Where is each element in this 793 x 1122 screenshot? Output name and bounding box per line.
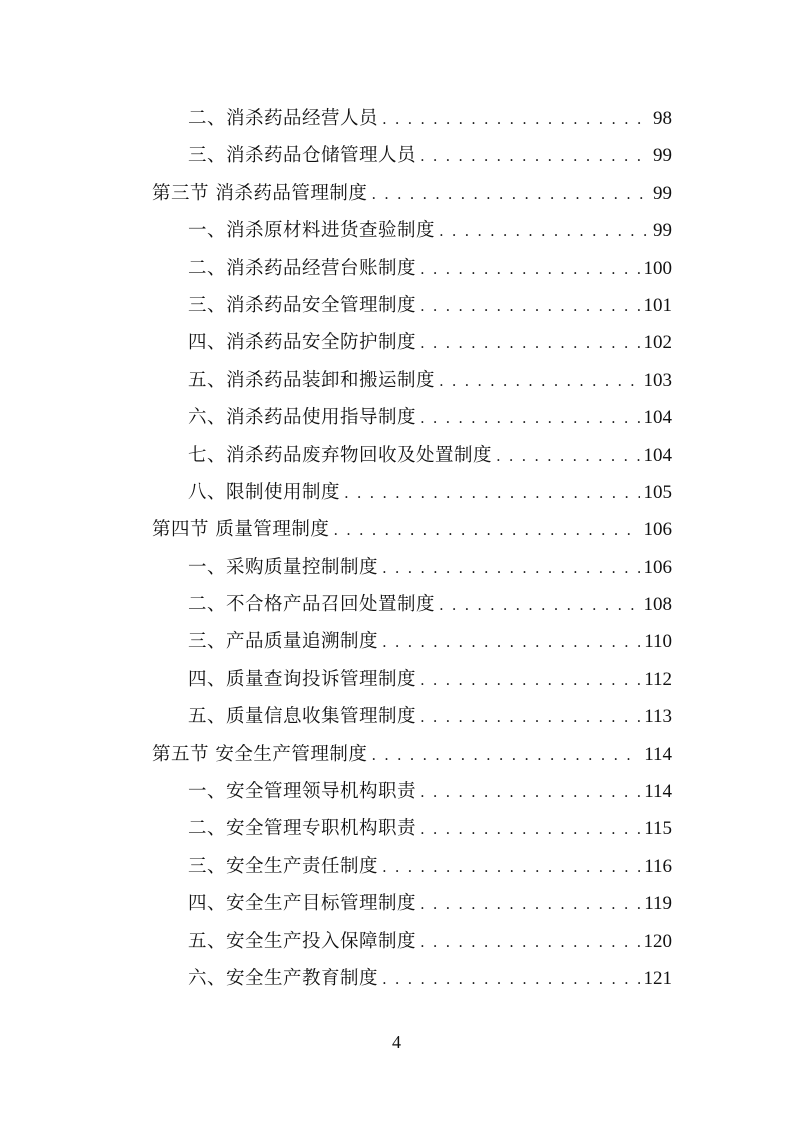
dot-leader (371, 737, 640, 774)
toc-item-entry[interactable] (0, 399, 793, 436)
toc-entry-page-number: 116 (644, 855, 672, 877)
toc-item-entry[interactable] (0, 960, 793, 997)
toc-entry-title: 八、限制使用制度 (188, 481, 341, 503)
dot-leader (439, 363, 639, 400)
toc-entry-page-number: 104 (643, 407, 672, 429)
toc-entry-page-number: 99 (653, 182, 672, 204)
dot-leader (382, 550, 639, 587)
toc-entry-title: 四、质量查询投诉管理制度 (188, 668, 417, 690)
toc-entry-page-number: 115 (644, 818, 672, 840)
dot-leader (439, 587, 639, 624)
dot-leader (496, 438, 639, 475)
toc-item-entry[interactable] (0, 549, 793, 586)
dot-leader (420, 400, 639, 437)
toc-section-entry[interactable] (0, 175, 793, 212)
toc-item-entry[interactable] (0, 250, 793, 287)
toc-entry-line (188, 661, 672, 699)
toc-entry-title: 五、质量信息收集管理制度 (188, 706, 417, 728)
toc-item-entry[interactable] (0, 137, 793, 174)
toc-entry-line (188, 810, 672, 848)
toc-item-entry[interactable] (0, 773, 793, 810)
toc-entry-page-number: 104 (643, 444, 672, 466)
toc-entry-page-number: 108 (643, 594, 672, 616)
toc-entry-title: 一、消杀原材料进货查验制度 (188, 220, 436, 242)
toc-entry-title: 第四节 质量管理制度 (152, 519, 330, 541)
dot-leader (420, 138, 649, 175)
toc-item-entry[interactable] (0, 623, 793, 660)
toc-item-entry[interactable] (0, 437, 793, 474)
toc-entry-title: 一、安全管理领导机构职责 (188, 781, 417, 803)
dot-leader (420, 886, 640, 923)
toc-entry-line (188, 250, 672, 288)
toc-item-entry[interactable] (0, 661, 793, 698)
toc-entry-title: 二、不合格产品召回处置制度 (188, 594, 436, 616)
toc-entry-title: 五、安全生产投入保障制度 (188, 930, 417, 952)
dot-leader (420, 924, 639, 961)
toc-entry-line (188, 773, 672, 811)
toc-entry-line (152, 175, 672, 213)
toc-entry-title: 第三节 消杀药品管理制度 (152, 182, 368, 204)
dot-leader (333, 512, 639, 549)
toc-entry-page-number: 106 (643, 519, 672, 541)
toc-entry-page-number: 100 (643, 257, 672, 279)
dot-leader (420, 811, 640, 848)
toc-item-entry[interactable] (0, 362, 793, 399)
dot-leader (382, 849, 640, 886)
toc-item-entry[interactable] (0, 810, 793, 847)
toc-entry-page-number: 105 (643, 481, 672, 503)
toc-entry-page-number: 113 (644, 706, 672, 728)
toc-entry-line (188, 212, 672, 250)
toc-entry-line (188, 923, 672, 961)
toc-section-entry[interactable] (0, 511, 793, 548)
toc-entry-line (188, 474, 672, 512)
toc-entry-line (188, 324, 672, 362)
toc-section-entry[interactable] (0, 736, 793, 773)
toc-entry-line (188, 437, 672, 475)
toc-entry-page-number: 110 (644, 631, 672, 653)
toc-entry-page-number: 106 (643, 556, 672, 578)
toc-entry-title: 三、产品质量追溯制度 (188, 631, 379, 653)
toc-entry-title: 一、采购质量控制制度 (188, 556, 379, 578)
dot-leader (371, 176, 649, 213)
toc-entry-title: 五、消杀药品装卸和搬运制度 (188, 369, 436, 391)
toc-entry-title: 四、消杀药品安全防护制度 (188, 332, 417, 354)
dot-leader (420, 699, 640, 736)
toc-entry-line (188, 362, 672, 400)
toc-entry-title: 七、消杀药品废弃物回收及处置制度 (188, 444, 493, 466)
toc-entry-line (188, 960, 672, 998)
toc-entry-page-number: 99 (653, 220, 672, 242)
table-of-contents (0, 100, 793, 997)
dot-leader (420, 325, 639, 362)
toc-entry-line (188, 399, 672, 437)
toc-entry-page-number: 114 (644, 781, 672, 803)
toc-entry-title: 三、安全生产责任制度 (188, 855, 379, 877)
toc-entry-line (188, 100, 672, 138)
toc-entry-page-number: 121 (643, 967, 672, 989)
toc-item-entry[interactable] (0, 212, 793, 249)
dot-leader (382, 101, 649, 138)
toc-item-entry[interactable] (0, 100, 793, 137)
toc-entry-line (152, 736, 672, 774)
toc-entry-title: 二、消杀药品经营台账制度 (188, 257, 417, 279)
toc-entry-title: 二、安全管理专职机构职责 (188, 818, 417, 840)
toc-entry-title: 四、安全生产目标管理制度 (188, 893, 417, 915)
toc-item-entry[interactable] (0, 848, 793, 885)
dot-leader (420, 251, 639, 288)
toc-entry-line (188, 549, 672, 587)
toc-entry-page-number: 98 (653, 108, 672, 129)
page-number: 4 (392, 1032, 401, 1052)
toc-entry-page-number: 102 (643, 332, 672, 354)
toc-entry-line (188, 137, 672, 175)
toc-entry-page-number: 99 (653, 145, 672, 167)
toc-entry-title: 第五节 安全生产管理制度 (152, 743, 368, 765)
toc-entry-line (188, 698, 672, 736)
dot-leader (420, 774, 640, 811)
toc-item-entry[interactable] (0, 586, 793, 623)
toc-entry-title: 三、消杀药品仓储管理人员 (188, 145, 417, 167)
toc-entry-title: 三、消杀药品安全管理制度 (188, 294, 417, 316)
toc-entry-page-number: 101 (643, 294, 672, 316)
dot-leader (344, 475, 639, 512)
toc-entry-line (152, 511, 672, 549)
toc-entry-line (188, 623, 672, 661)
toc-entry-line (188, 586, 672, 624)
dot-leader (382, 624, 640, 661)
toc-entry-page-number: 103 (643, 369, 672, 391)
toc-item-entry[interactable] (0, 474, 793, 511)
toc-entry-page-number: 114 (644, 743, 672, 765)
toc-item-entry[interactable] (0, 923, 793, 960)
toc-entry-title: 六、安全生产教育制度 (188, 967, 379, 989)
toc-entry-line (188, 848, 672, 886)
toc-item-entry[interactable] (0, 324, 793, 361)
toc-entry-line (188, 885, 672, 923)
toc-entry-title: 六、消杀药品使用指导制度 (188, 407, 417, 429)
toc-entry-page-number: 119 (644, 893, 672, 915)
toc-entry-title: 二、消杀药品经营人员 (188, 108, 379, 129)
toc-item-entry[interactable] (0, 287, 793, 324)
toc-entry-page-number: 120 (643, 930, 672, 952)
toc-item-entry[interactable] (0, 885, 793, 922)
dot-leader (382, 961, 639, 998)
toc-entry-page-number: 112 (644, 668, 672, 690)
toc-item-entry[interactable] (0, 698, 793, 735)
dot-leader (420, 662, 640, 699)
dot-leader (420, 288, 639, 325)
toc-entry-line (188, 287, 672, 325)
dot-leader (439, 213, 649, 250)
